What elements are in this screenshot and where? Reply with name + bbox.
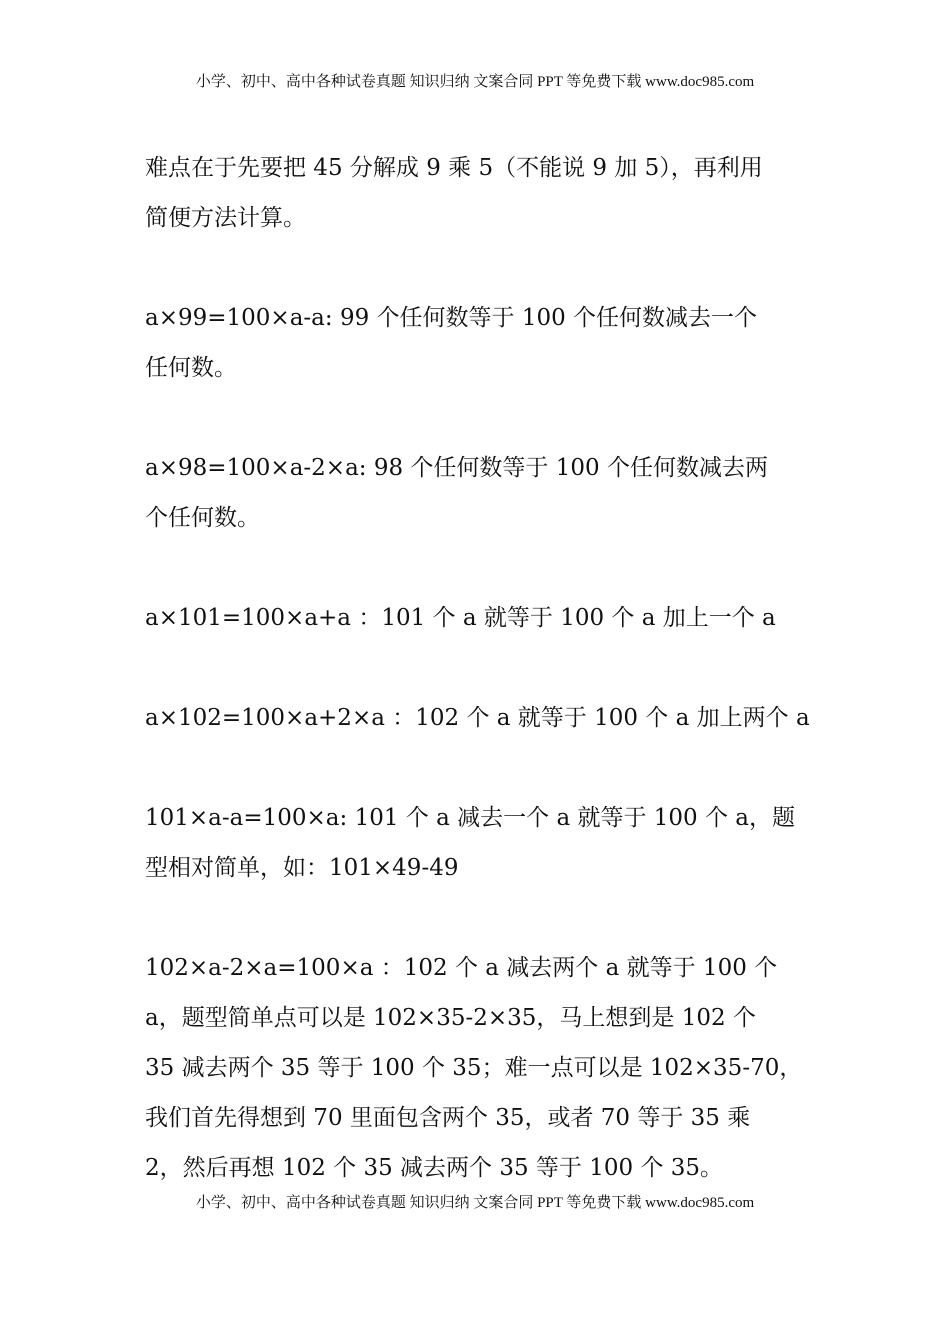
- text-line: a×102=100×a+2×a ：102 个 a 就等于 100 个 a 加上两个 a: [145, 705, 810, 731]
- page-footer: 小学、初中、高中各种试卷真题 知识归纳 文案合同 PPT 等免费下载 www.doc985.com: [195, 1195, 755, 1211]
- paragraph-2: [145, 293, 815, 393]
- text-line: 任何数。: [145, 355, 237, 381]
- text-line: a×101=100×a+a ：101 个 a 就等于 100 个 a 加上一个 a: [145, 605, 776, 631]
- paragraph-1: [145, 143, 815, 243]
- text-line: a，题型简单点可以是 102×35-2×35，马上想到是 102 个: [145, 1005, 756, 1031]
- text-line: 简便方法计算。: [145, 205, 306, 231]
- paragraph-5: [145, 693, 815, 743]
- paragraph-6: [145, 793, 815, 893]
- page-header: 小学、初中、高中各种试卷真题 知识归纳 文案合同 PPT 等免费下载 www.doc985.com: [195, 74, 755, 90]
- text-line: 101×a-a=100×a: 101 个 a 减去一个 a 就等于 100 个 a，题: [145, 805, 796, 831]
- text-line: 102×a-2×a=100×a ：102 个 a 减去两个 a 就等于 100 个: [145, 955, 778, 981]
- text-line: 个任何数。: [145, 505, 260, 531]
- text-line: 难点在于先要把 45 分解成 9 乘 5（不能说 9 加 5），再利用: [145, 155, 763, 181]
- text-line: a×98=100×a-2×a: 98 个任何数等于 100 个任何数减去两: [145, 455, 768, 481]
- paragraph-7: [145, 943, 815, 1193]
- document-body: [145, 143, 815, 1243]
- text-line: 35 减去两个 35 等于 100 个 35；难一点可以是 102×35-70，: [145, 1055, 803, 1081]
- text-line: 2，然后再想 102 个 35 减去两个 35 等于 100 个 35。: [145, 1155, 724, 1181]
- text-line: 我们首先得想到 70 里面包含两个 35，或者 70 等于 35 乘: [145, 1105, 751, 1131]
- paragraph-3: [145, 443, 815, 543]
- paragraph-4: [145, 593, 815, 643]
- text-line: 型相对简单，如：101×49-49: [145, 855, 459, 881]
- text-line: a×99=100×a-a: 99 个任何数等于 100 个任何数减去一个: [145, 305, 758, 331]
